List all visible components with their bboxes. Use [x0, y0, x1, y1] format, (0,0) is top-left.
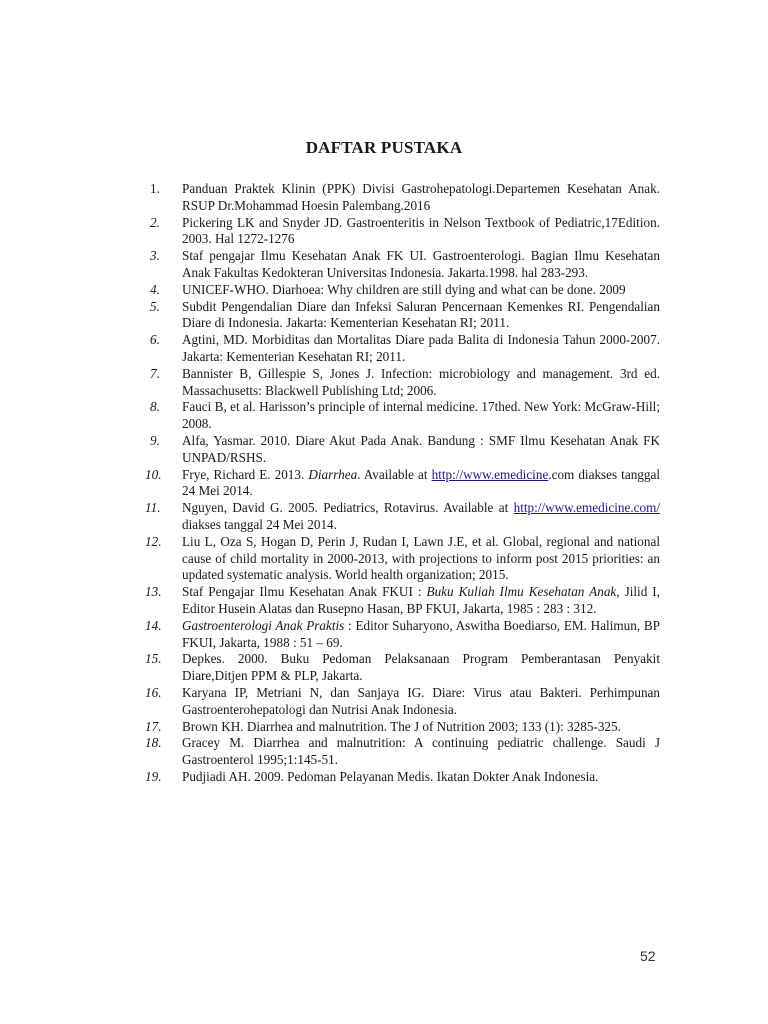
reference-item	[145, 617, 660, 652]
reference-text: Pickering LK and Snyder JD. Gastroenteritis in Nelson Textbook of Pediatric,17Edition. 2003. Hal 1272-1276	[182, 214, 660, 247]
reference-number: 1.	[150, 181, 160, 196]
reference-text-part: : Editor Suharyono, Aswitha Boediarso, EM. Halimun, BP FKUI, Jakarta, 1988 : 51 – 69.	[182, 617, 660, 650]
reference-number: 2.	[150, 214, 160, 230]
page-number: 52	[640, 948, 656, 964]
reference-text: Staf pengajar Ilmu Kesehatan Anak FK UI. Gastroenterologi. Bagian Ilmu Kesehatan Anak Fakultas Kedokteran Universitas Indonesia. Jakarta.1998. hal 283-293.	[182, 248, 660, 280]
reference-text: Agtini, MD. Morbiditas dan Mortalitas Diare pada Balita di Indonesia Tahun 2000-2007. Jakarta: Kementerian Kesehatan RI; 2011.	[182, 332, 660, 364]
reference-number: 15.	[145, 651, 162, 667]
reference-text-part: Staf Pengajar Ilmu Kesehatan Anak FKUI :	[182, 584, 427, 600]
reference-text-part: . Available at	[357, 466, 432, 482]
reference-text-part: Frye, Richard E. 2013.	[182, 466, 309, 482]
page-title: DAFTAR PUSTAKA	[305, 138, 463, 157]
reference-number: 11.	[145, 500, 161, 516]
reference-item	[145, 466, 660, 501]
reference-link[interactable]: http://www.emedicine	[431, 466, 549, 482]
reference-item	[145, 735, 660, 769]
reference-number: 16.	[145, 684, 162, 700]
reference-item	[145, 500, 660, 534]
reference-text: Panduan Praktek Klinin (PPK) Divisi Gastrohepatologi.Departemen Kesehatan Anak. RSUP Dr.Mohammad Hoesin Palembang.2016	[182, 181, 660, 213]
reference-item	[150, 248, 660, 282]
reference-text: Subdit Pengendalian Diare dan Infeksi Saluran Pencernaan Kemenkes RI. Pengendalian Diare di Indonesia. Jakarta: Kementerian Kesehatan RI; 2011.	[182, 298, 660, 331]
reference-text: Pudjiadi AH. 2009. Pedoman Pelayanan Medis. Ikatan Dokter Anak Indonesia.	[182, 768, 599, 784]
reference-text: Liu L, Oza S, Hogan D, Perin J, Rudan I, Lawn J.E, et al. Global, regional and national cause of child mortality in 2000-2013, with projections to inform post 2015 priorities: an updated systematic analysis. World health organization; 2015.	[182, 533, 660, 583]
reference-item	[150, 282, 660, 299]
reference-text: Brown KH. Diarrhea and malnutrition. The J of Nutrition 2003; 133 (1): 3285-325.	[182, 718, 621, 734]
reference-number: 7.	[150, 365, 160, 381]
reference-number: 18.	[145, 735, 162, 751]
reference-number: 14.	[145, 617, 162, 633]
reference-item	[145, 684, 660, 719]
reference-number: 19.	[145, 768, 162, 784]
reference-number: 10.	[145, 466, 162, 482]
reference-number: 8.	[150, 399, 160, 415]
reference-link[interactable]: http://www.emedicine.com/	[513, 500, 660, 516]
reference-item	[150, 433, 660, 467]
reference-number: 13.	[145, 584, 162, 600]
reference-item	[145, 718, 660, 736]
reference-item	[150, 366, 660, 400]
reference-text: Fauci B, et al. Harisson’s principle of internal medicine. 17thed. New York: McGraw-Hill; 2008.	[182, 399, 660, 432]
reference-text-part: Nguyen, David G. 2005. Pediatrics, Rotavirus. Available at	[182, 500, 514, 516]
reference-text: Depkes. 2000. Buku Pedoman Pelaksanaan Program Pemberantasan Penyakit Diare,Ditjen PPM & PLP, Jakarta.	[182, 651, 660, 684]
reference-item	[145, 533, 660, 584]
reference-text-part: diakses tanggal 24 Mei 2014.	[182, 516, 337, 532]
reference-number: 9.	[150, 432, 160, 448]
reference-number: 12.	[145, 533, 162, 549]
reference-text-part: .com diakses tanggal 24 Mei 2014.	[182, 466, 660, 499]
reference-title: Buku Kuliah Ilmu Kesehatan Anak	[426, 584, 617, 600]
reference-text: UNICEF-WHO. Diarhoea: Why children are still dying and what can be done. 2009	[182, 281, 626, 297]
reference-text: Gracey M. Diarrhea and malnutrition: A continuing pediatric challenge. Saudi J Gastroenterol 1995;1:145-51.	[182, 735, 660, 768]
reference-item	[150, 399, 660, 433]
reference-number: 17.	[145, 718, 162, 734]
reference-item	[150, 181, 660, 215]
reference-item	[150, 332, 660, 366]
reference-title: Diarrhea	[308, 466, 358, 482]
reference-text: Alfa, Yasmar. 2010. Diare Akut Pada Anak. Bandung : SMF Ilmu Kesehatan Anak FK UNPAD/RSHS.	[182, 432, 660, 465]
reference-text: Bannister B, Gillespie S, Jones J. Infection: microbiology and management. 3rd ed. Massachusetts: Blackwell Publishing Ltd; 2006.	[182, 365, 660, 398]
reference-text: Karyana IP, Metriani N, dan Sanjaya IG. Diare: Virus atau Bakteri. Perhimpunan Gastroenterohepatologi dan Nutrisi Anak Indonesia.	[182, 684, 660, 717]
reference-list	[145, 181, 660, 786]
reference-text-part: , Jilid I, Editor Husein Alatas dan Rusepno Hasan, BP FKUI, Jakarta, 1985 : 283 : 312.	[182, 584, 660, 616]
reference-item	[145, 651, 660, 685]
reference-item	[150, 299, 660, 333]
reference-number: 6.	[150, 332, 160, 348]
reference-title: Gastroenterologi Anak Praktis	[182, 617, 345, 633]
reference-number: 4.	[150, 281, 160, 297]
reference-item	[145, 768, 660, 786]
reference-number: 3.	[150, 248, 160, 264]
reference-item	[145, 584, 660, 618]
reference-number: 5.	[150, 298, 160, 314]
reference-item	[150, 215, 660, 249]
